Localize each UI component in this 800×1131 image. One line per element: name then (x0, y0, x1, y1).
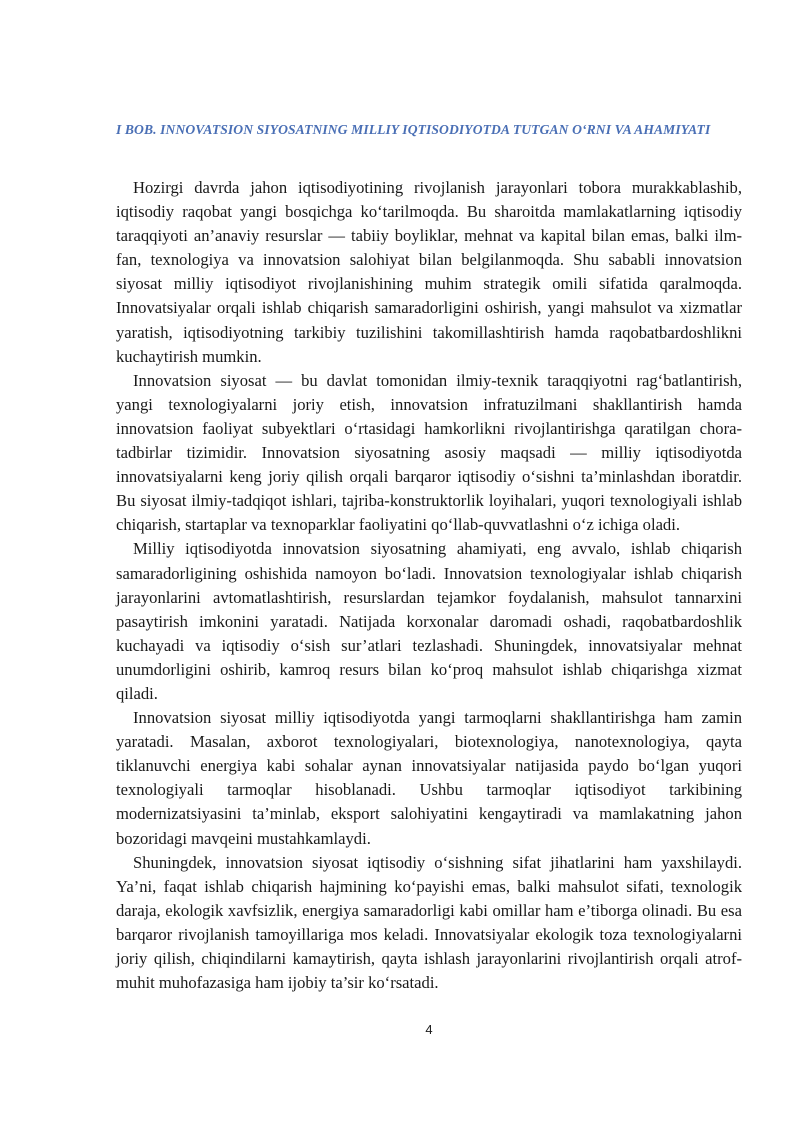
paragraph: Innovatsion siyosat milliy iqtisodiyotda yangi tarmoqlarni shakllantirishga ham zamin yaratadi. Masalan, axborot texnologiyalari, biotexnologiya, nanotexnologiya, qayta tiklanuvchi energiya kabi sohalar aynan innovatsiyalar natijasida paydo bo‘lgan yuqori texnologiyali tarmoqlar hisoblanadi. Ushbu tarmoqlar iqtisodiyot tarkibining modernizatsiyasini ta’minlab, eksport salohiyatini kengaytiradi va mamlakatning jahon bozoridagi mavqeini mustahkamlaydi. (116, 708, 742, 848)
chapter-heading: I BOB. INNOVATSION SIYOSATNING MILLIY IQTISODIYOTDA TUTGAN O‘RNI VA AHAMIYATI (116, 122, 711, 137)
page-number: 4 (425, 1022, 433, 1037)
paragraph: Hozirgi davrda jahon iqtisodiyotining rivojlanish jarayonlari tobora murakkablashib, iqtisodiy raqobat yangi bosqichga ko‘tarilmoqda. Bu sharoitda mamlakatlarning iqtisodiy taraqqiyoti an’anaviy resurslar — tabiiy boyliklar, mehnat va kapital bilan emas, balki ilm-fan, texnologiya va innovatsion salohiyat bilan belgilanmoqda. Shu sababli innovatsion siyosat milliy iqtisodiyot rivojlanishining muhim strategik omili sifatida qaralmoqda. Innovatsiyalar orqali ishlab chiqarish samaradorligini oshirish, yangi mahsulot va xizmatlar yaratish, iqtisodiyotning tarkibiy tuzilishini takomillashtirish hamda raqobatbardoshlikni kuchaytirish mumkin. (116, 178, 742, 366)
paragraph: Milliy iqtisodiyotda innovatsion siyosatning ahamiyati, eng avvalo, ishlab chiqarish samaradorligining oshishida namoyon bo‘ladi. Innovatsion texnologiyalar ishlab chiqarish jarayonlarini avtomatlashtirish, resurslardan tejamkor foydalanish, mahsulot tannarxini pasaytirish imkonini yaratadi. Natijada korxonalar daromadi oshadi, raqobatbardoshlik kuchayadi va iqtisodiy o‘sish sur’atlari tezlashadi. Shuningdek, innovatsiyalar mehnat unumdorligini oshirib, kamroq resurs bilan ko‘proq mahsulot ishlab chiqarishga xizmat qiladi. (116, 539, 742, 703)
document-body (116, 176, 742, 995)
paragraph: Innovatsion siyosat — bu davlat tomonidan ilmiy-texnik taraqqiyotni rag‘batlantirish, yangi texnologiyalarni joriy etish, innovatsion infratuzilmani shakllantirish hamda innovatsion faoliyat subyektlari o‘rtasidagi hamkorlikni rivojlantirishga qaratilgan chora-tadbirlar tizimidir. Innovatsion siyosatning asosiy maqsadi — milliy iqtisodiyotda innovatsiyalarni keng joriy qilish orqali barqaror iqtisodiy o‘sishni ta’minlashdan iboratdir. Bu siyosat ilmiy-tadqiqot ishlari, tajriba-konstruktorlik loyihalari, yuqori texnologiyali ishlab chiqarish, startaplar va texnoparklar faoliyatini qo‘llab-quvvatlashni o‘z ichiga oladi. (116, 370, 742, 535)
paragraph: Shuningdek, innovatsion siyosat iqtisodiy o‘sishning sifat jihatlarini ham yaxshilaydi. Ya’ni, faqat ishlab chiqarish hajmining ko‘payishi emas, balki mahsulot sifati, texnologik daraja, ekologik xavfsizlik, energiya samaradorligi kabi omillar ham e’tiborga olinadi. Bu esa barqaror rivojlanish tamoyillariga mos keladi. Innovatsiyalar ekologik toza texnologiyalarni joriy qilish, chiqindilarni kamaytirish, qayta ishlash jarayonlarini rivojlantirish orqali atrof-muhit muhofazasiga ham ijobiy ta’sir ko‘rsatadi. (116, 852, 742, 993)
